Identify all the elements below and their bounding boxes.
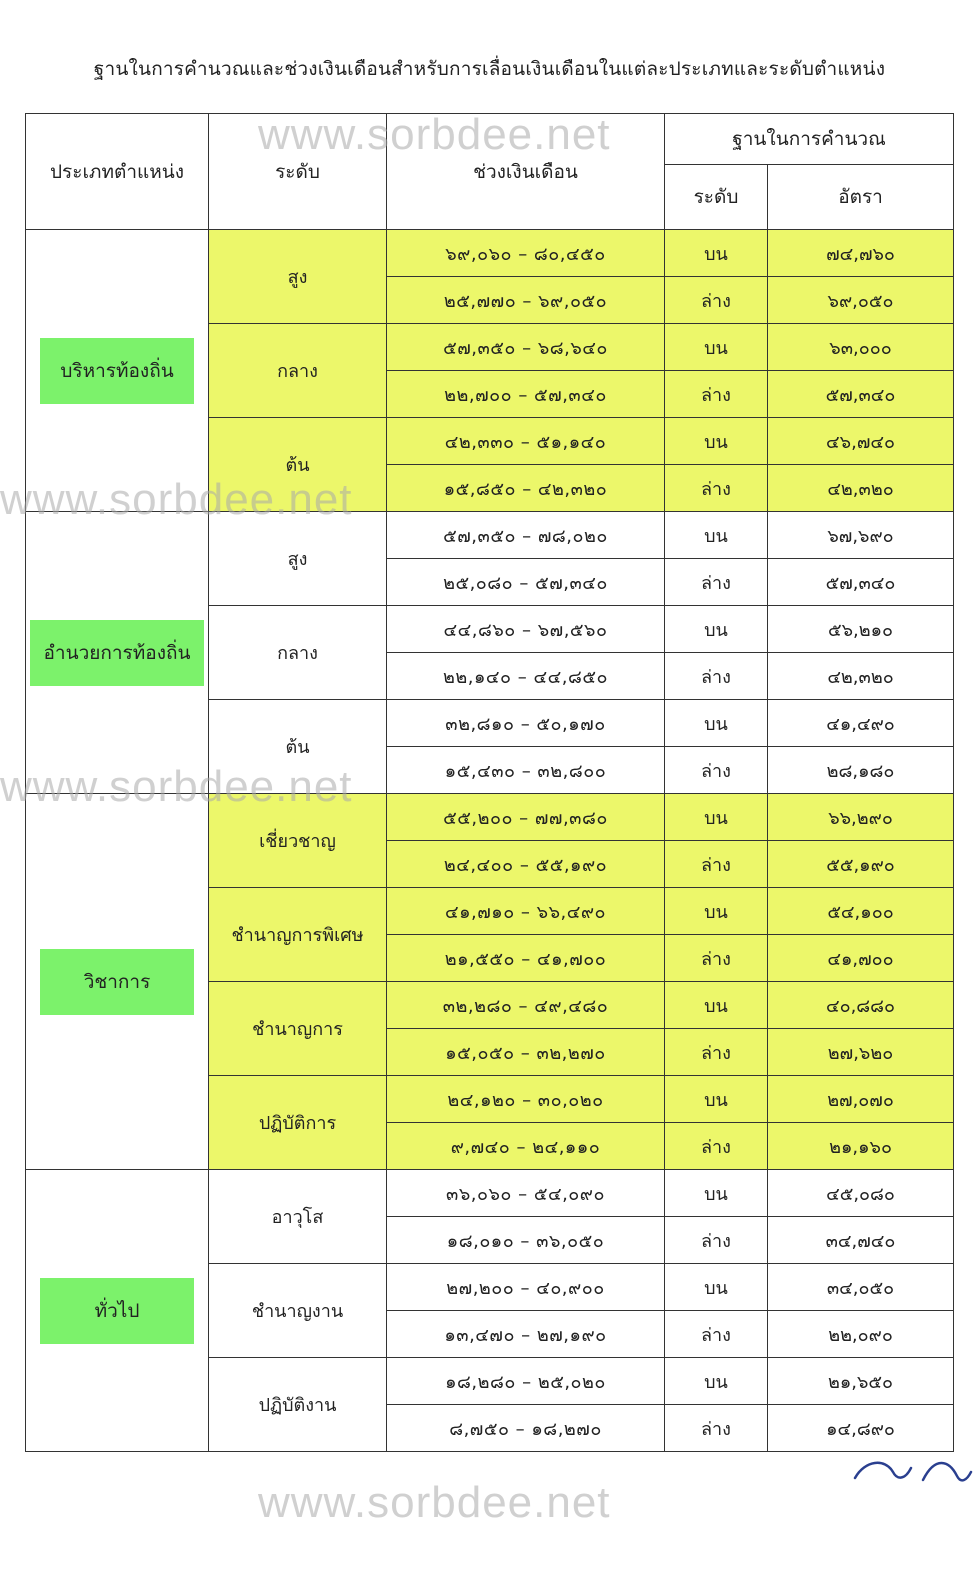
base-level-cell: ล่าง	[665, 559, 768, 606]
salary-range-cell: ๒๒,๑๔๐ – ๔๔,๘๕๐	[387, 653, 665, 700]
base-level-cell: ล่าง	[665, 1029, 768, 1076]
base-level-cell: ล่าง	[665, 277, 768, 324]
level-cell: ชำนาญการ	[209, 982, 387, 1076]
rate-cell: ๒๗,๐๗๐	[768, 1076, 954, 1123]
level-cell: กลาง	[209, 324, 387, 418]
rate-cell: ๔๒,๓๒๐	[768, 653, 954, 700]
table-row	[26, 794, 954, 841]
header-base-level: ระดับ	[665, 165, 768, 230]
level-cell: ต้น	[209, 418, 387, 512]
base-level-cell: ล่าง	[665, 1405, 768, 1452]
signature-mark	[845, 1450, 975, 1490]
level-cell: สูง	[209, 512, 387, 606]
rate-cell: ๔๕,๐๘๐	[768, 1170, 954, 1217]
salary-range-cell: ๕๗,๓๕๐ – ๗๘,๐๒๐	[387, 512, 665, 559]
watermark: www.sorbdee.net	[0, 475, 353, 524]
position-type-cell	[26, 230, 209, 512]
salary-range-cell: ๒๕,๗๗๐ – ๖๙,๐๕๐	[387, 277, 665, 324]
salary-range-cell: ๑๕,๔๓๐ – ๓๒,๘๐๐	[387, 747, 665, 794]
base-level-cell: บน	[665, 512, 768, 559]
rate-cell: ๖๗,๖๙๐	[768, 512, 954, 559]
salary-range-cell: ๓๖,๐๖๐ – ๕๔,๐๙๐	[387, 1170, 665, 1217]
rate-cell: ๖๙,๐๕๐	[768, 277, 954, 324]
watermark: www.sorbdee.net	[258, 1478, 611, 1527]
rate-cell: ๔๐,๘๘๐	[768, 982, 954, 1029]
rate-cell: ๖๖,๒๙๐	[768, 794, 954, 841]
salary-range-cell: ๒๑,๕๕๐ – ๔๑,๗๐๐	[387, 935, 665, 982]
salary-range-cell: ๖๙,๐๖๐ – ๘๐,๔๕๐	[387, 230, 665, 277]
level-cell: ปฏิบัติงาน	[209, 1358, 387, 1452]
level-cell: สูง	[209, 230, 387, 324]
rate-cell: ๑๔,๘๙๐	[768, 1405, 954, 1452]
salary-range-cell: ๒๕,๐๘๐ – ๕๗,๓๔๐	[387, 559, 665, 606]
rate-cell: ๒๒,๐๙๐	[768, 1311, 954, 1358]
salary-range-cell: ๓๒,๒๘๐ – ๔๙,๔๘๐	[387, 982, 665, 1029]
salary-range-cell: ๔๔,๘๖๐ – ๖๗,๕๖๐	[387, 606, 665, 653]
position-type-cell	[26, 1170, 209, 1452]
salary-range-cell: ๕๕,๒๐๐ – ๗๗,๓๘๐	[387, 794, 665, 841]
salary-range-cell: ๑๕,๘๕๐ – ๔๒,๓๒๐	[387, 465, 665, 512]
base-level-cell: ล่าง	[665, 1123, 768, 1170]
base-level-cell: ล่าง	[665, 465, 768, 512]
base-level-cell: บน	[665, 794, 768, 841]
rate-cell: ๕๗,๓๔๐	[768, 559, 954, 606]
base-level-cell: บน	[665, 418, 768, 465]
base-level-cell: บน	[665, 1170, 768, 1217]
level-cell: อาวุโส	[209, 1170, 387, 1264]
table-row	[26, 512, 954, 559]
salary-table	[25, 113, 954, 1452]
level-cell: ชำนาญการพิเศษ	[209, 888, 387, 982]
base-level-cell: บน	[665, 700, 768, 747]
rate-cell: ๒๑,๑๖๐	[768, 1123, 954, 1170]
rate-cell: ๖๓,๐๐๐	[768, 324, 954, 371]
rate-cell: ๔๖,๗๔๐	[768, 418, 954, 465]
base-level-cell: บน	[665, 982, 768, 1029]
base-level-cell: บน	[665, 1358, 768, 1405]
rate-cell: ๒๑,๖๕๐	[768, 1358, 954, 1405]
header-base-group: ฐานในการคำนวณ	[665, 114, 954, 165]
rate-cell: ๔๑,๗๐๐	[768, 935, 954, 982]
header-type: ประเภทตำแหน่ง	[26, 114, 209, 230]
level-cell: ชำนาญงาน	[209, 1264, 387, 1358]
header-range: ช่วงเงินเดือน	[387, 114, 665, 230]
base-level-cell: บน	[665, 324, 768, 371]
base-level-cell: บน	[665, 606, 768, 653]
header-rate: อัตรา	[768, 165, 954, 230]
document-title: ฐานในการคำนวณและช่วงเงินเดือนสำหรับการเลื่อนเงินเดือนในแต่ละประเภทและระดับตำแหน่ง	[93, 58, 886, 80]
rate-cell: ๓๔,๗๔๐	[768, 1217, 954, 1264]
rate-cell: ๕๖,๒๑๐	[768, 606, 954, 653]
base-level-cell: ล่าง	[665, 653, 768, 700]
position-type-label: บริหารท้องถิ่น	[40, 338, 194, 404]
rate-cell: ๕๔,๑๐๐	[768, 888, 954, 935]
rate-cell: ๒๘,๑๘๐	[768, 747, 954, 794]
watermark: www.sorbdee.net	[258, 110, 611, 159]
salary-range-cell: ๔๑,๗๑๐ – ๖๖,๔๙๐	[387, 888, 665, 935]
base-level-cell: ล่าง	[665, 1217, 768, 1264]
salary-range-cell: ๘,๗๕๐ – ๑๘,๒๗๐	[387, 1405, 665, 1452]
level-cell: กลาง	[209, 606, 387, 700]
salary-range-cell: ๒๒,๗๐๐ – ๕๗,๓๔๐	[387, 371, 665, 418]
salary-range-cell: ๑๕,๐๕๐ – ๓๒,๒๗๐	[387, 1029, 665, 1076]
rate-cell: ๔๒,๓๒๐	[768, 465, 954, 512]
base-level-cell: บน	[665, 230, 768, 277]
level-cell: ปฏิบัติการ	[209, 1076, 387, 1170]
header-level: ระดับ	[209, 114, 387, 230]
watermark: www.sorbdee.net	[0, 762, 353, 811]
base-level-cell: บน	[665, 1076, 768, 1123]
base-level-cell: บน	[665, 1264, 768, 1311]
salary-range-cell: ๑๓,๔๗๐ – ๒๗,๑๙๐	[387, 1311, 665, 1358]
salary-range-cell: ๕๗,๓๕๐ – ๖๘,๖๔๐	[387, 324, 665, 371]
rate-cell: ๒๗,๖๒๐	[768, 1029, 954, 1076]
rate-cell: ๕๕,๑๙๐	[768, 841, 954, 888]
salary-range-cell: ๙,๗๔๐ – ๒๔,๑๑๐	[387, 1123, 665, 1170]
table-row	[26, 230, 954, 277]
rate-cell: ๗๔,๗๖๐	[768, 230, 954, 277]
level-cell: เชี่ยวชาญ	[209, 794, 387, 888]
table-body	[26, 230, 954, 1452]
position-type-label: ทั่วไป	[40, 1278, 194, 1344]
position-type-label: วิชาการ	[40, 949, 194, 1015]
salary-range-cell: ๓๒,๘๑๐ – ๕๐,๑๗๐	[387, 700, 665, 747]
base-level-cell: ล่าง	[665, 747, 768, 794]
base-level-cell: ล่าง	[665, 935, 768, 982]
salary-range-cell: ๒๔,๔๐๐ – ๕๕,๑๙๐	[387, 841, 665, 888]
rate-cell: ๓๔,๐๕๐	[768, 1264, 954, 1311]
level-cell: ต้น	[209, 700, 387, 794]
salary-range-cell: ๑๘,๐๑๐ – ๓๖,๐๕๐	[387, 1217, 665, 1264]
base-level-cell: ล่าง	[665, 841, 768, 888]
base-level-cell: ล่าง	[665, 1311, 768, 1358]
base-level-cell: ล่าง	[665, 371, 768, 418]
salary-range-cell: ๔๒,๓๓๐ – ๕๑,๑๔๐	[387, 418, 665, 465]
salary-range-cell: ๒๔,๑๒๐ – ๓๐,๐๒๐	[387, 1076, 665, 1123]
position-type-cell	[26, 794, 209, 1170]
salary-range-cell: ๒๗,๒๐๐ – ๔๐,๙๐๐	[387, 1264, 665, 1311]
rate-cell: ๕๗,๓๔๐	[768, 371, 954, 418]
base-level-cell: บน	[665, 888, 768, 935]
salary-range-cell: ๑๘,๒๘๐ – ๒๕,๐๒๐	[387, 1358, 665, 1405]
rate-cell: ๔๑,๔๙๐	[768, 700, 954, 747]
position-type-cell	[26, 512, 209, 794]
table-row	[26, 1170, 954, 1217]
position-type-label: อำนวยการท้องถิ่น	[30, 620, 205, 686]
